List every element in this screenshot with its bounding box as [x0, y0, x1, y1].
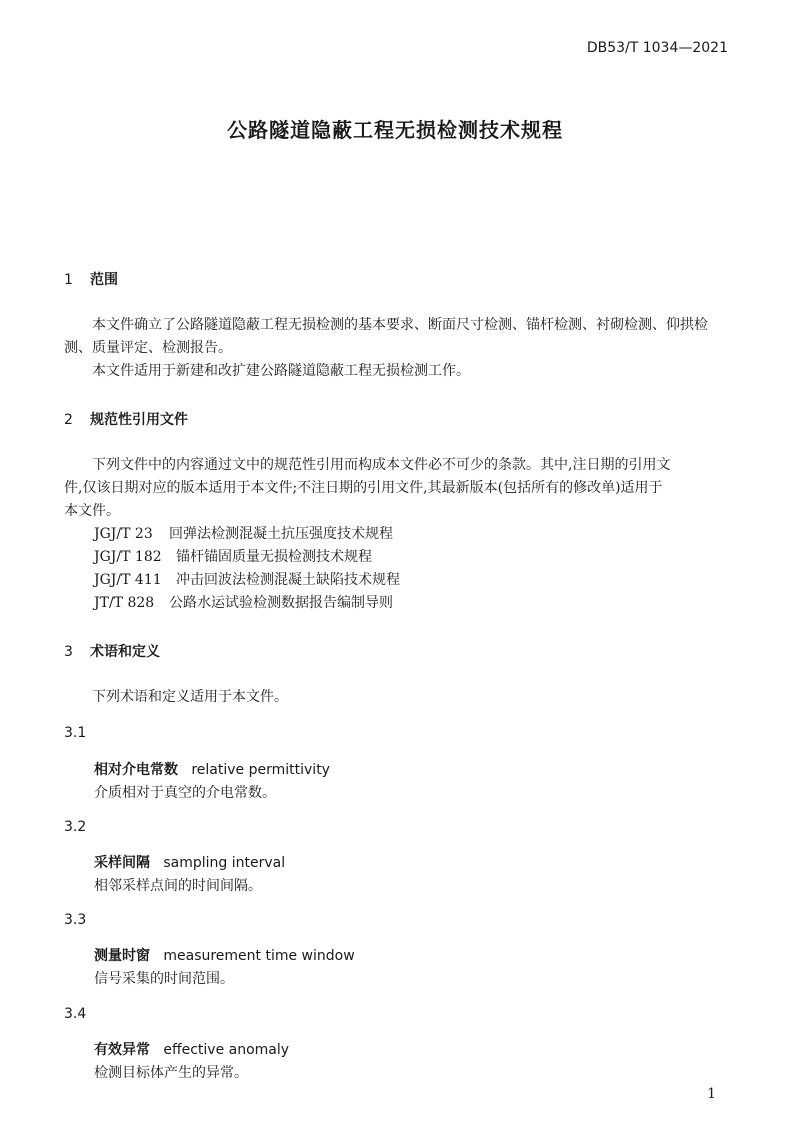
reference-item [94, 546, 372, 568]
term-definition: 相邻采样点间的时间间隔。 [94, 878, 262, 894]
section-2-heading [64, 409, 188, 429]
section-2-paragraph-line-1: 下列文件中的内容通过文中的规范性引用而构成本文件必不可少的条款。其中,注日期的引用文 [92, 457, 671, 473]
document-title: 公路隧道隐蔽工程无损检测技术规程 [227, 118, 563, 142]
term-heading [94, 852, 285, 874]
section-3-heading [64, 641, 160, 661]
reference-code: JT/T 828 [94, 595, 155, 611]
reference-name: 锚杆锚固质量无损检测技术规程 [176, 549, 372, 565]
section-1-paragraph-1-line-2: 测、质量评定、检测报告。 [64, 340, 232, 356]
term-number: 3.1 [64, 725, 87, 741]
term-heading [94, 945, 355, 967]
term-chinese: 相对介电常数 [94, 762, 178, 778]
reference-item [94, 523, 393, 545]
term-definition: 介质相对于真空的介电常数。 [94, 785, 276, 801]
reference-code: JGJ/T 182 [94, 549, 162, 565]
section-1-number: 1 [64, 272, 73, 288]
term-heading [94, 1039, 289, 1061]
reference-item [94, 592, 393, 614]
reference-item [94, 569, 400, 591]
section-3-intro: 下列术语和定义适用于本文件。 [92, 689, 288, 705]
reference-name: 公路水运试验检测数据报告编制导则 [169, 595, 393, 611]
section-2-paragraph-line-2: 件,仅该日期对应的版本适用于本文件;不注日期的引用文件,其最新版本(包括所有的修改单)适用于 [64, 480, 663, 496]
term-number: 3.4 [64, 1006, 87, 1022]
section-1-paragraph-1-line-1: 本文件确立了公路隧道隐蔽工程无损检测的基本要求、断面尺寸检测、锚杆检测、衬砌检测、仰拱检 [92, 317, 708, 333]
section-3-number: 3 [64, 644, 73, 660]
reference-code: JGJ/T 411 [94, 572, 162, 588]
term-chinese: 测量时窗 [94, 948, 150, 964]
term-definition: 检测目标体产生的异常。 [94, 1065, 248, 1081]
section-1-heading [64, 269, 118, 289]
section-1-paragraph-2: 本文件适用于新建和改扩建公路隧道隐蔽工程无损检测工作。 [92, 363, 470, 379]
reference-code: JGJ/T 23 [94, 526, 153, 542]
term-number: 3.3 [64, 912, 87, 928]
term-english: sampling interval [163, 855, 286, 871]
term-english: relative permittivity [191, 762, 330, 778]
section-1-title: 范围 [90, 272, 118, 288]
page-number: 1 [707, 1086, 716, 1102]
term-heading [94, 759, 330, 781]
term-chinese: 有效异常 [94, 1042, 150, 1058]
reference-name: 冲击回波法检测混凝土缺陷技术规程 [176, 572, 400, 588]
term-definition: 信号采集的时间范围。 [94, 971, 234, 987]
term-english: effective anomaly [163, 1042, 290, 1058]
term-number: 3.2 [64, 819, 87, 835]
term-chinese: 采样间隔 [94, 855, 150, 871]
section-3-title: 术语和定义 [90, 644, 160, 660]
term-english: measurement time window [163, 948, 355, 964]
standard-code: DB53/T 1034—2021 [586, 40, 728, 56]
section-2-number: 2 [64, 412, 73, 428]
reference-name: 回弹法检测混凝土抗压强度技术规程 [169, 526, 393, 542]
section-2-paragraph-line-3: 本文件。 [64, 503, 120, 519]
section-2-title: 规范性引用文件 [90, 412, 188, 428]
